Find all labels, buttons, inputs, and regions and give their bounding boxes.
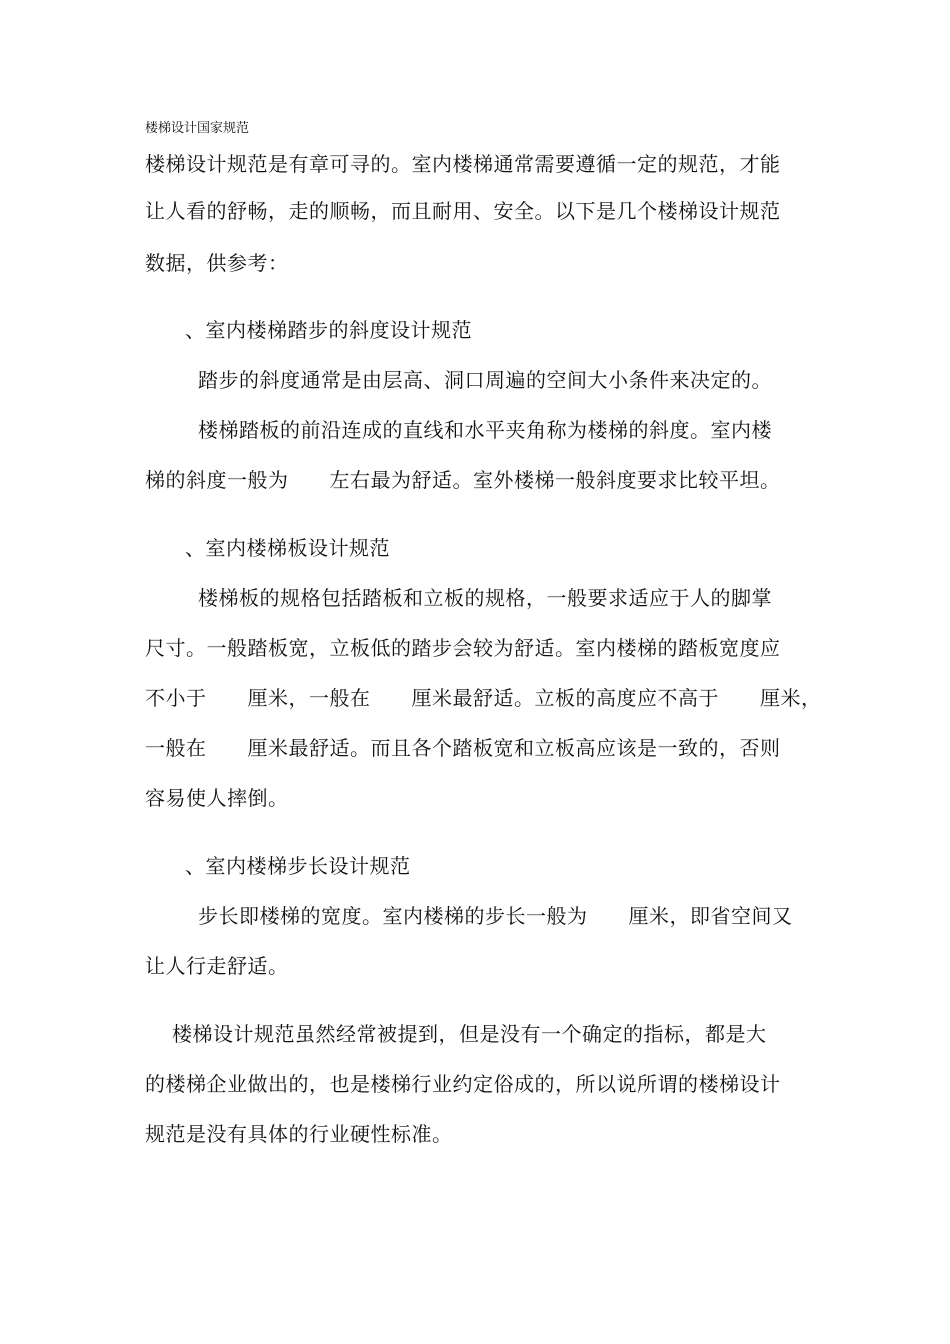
paragraph-line: 不小于 厘米，一般在 厘米最舒适。立板的高度应不高于 厘米，: [145, 686, 822, 710]
paragraph-line: 数据，供参考：: [145, 251, 289, 275]
paragraph-line: 规范是没有具体的行业硬性标准。: [145, 1122, 453, 1146]
paragraph-line: 楼梯设计规范虽然经常被提到，但是没有一个确定的指标，都是大: [172, 1022, 767, 1046]
section-heading: 、室内楼梯板设计规范: [185, 536, 390, 560]
paragraph-line: 尺寸。一般踏板宽，立板低的踏步会较为舒适。室内楼梯的踏板宽度应: [145, 636, 781, 660]
section-heading: 、室内楼梯踏步的斜度设计规范: [185, 318, 472, 342]
paragraph-line: 让人行走舒适。: [145, 954, 289, 978]
paragraph-line: 踏步的斜度通常是由层高、洞口周遍的空间大小条件来决定的。: [198, 368, 772, 392]
paragraph-line: 楼梯踏板的前沿连成的直线和水平夹角称为楼梯的斜度。室内楼: [198, 418, 772, 442]
paragraph-line: 的楼梯企业做出的，也是楼梯行业约定俗成的，所以说所谓的楼梯设计: [145, 1072, 781, 1096]
paragraph-line: 一般在 厘米最舒适。而且各个踏板宽和立板高应该是一致的，否则: [145, 736, 781, 760]
paragraph-line: 步长即楼梯的宽度。室内楼梯的步长一般为 厘米，即省空间又: [198, 904, 793, 928]
paragraph-line: 楼梯设计规范是有章可寻的。室内楼梯通常需要遵循一定的规范，才能: [145, 152, 781, 176]
paragraph-line: 楼梯板的规格包括踏板和立板的规格，一般要求适应于人的脚掌: [198, 586, 772, 610]
paragraph-line: 容易使人摔倒。: [145, 786, 289, 810]
section-heading: 、室内楼梯步长设计规范: [185, 854, 411, 878]
paragraph-line: 梯的斜度一般为 左右最为舒适。室外楼梯一般斜度要求比较平坦。: [145, 468, 781, 492]
document-title: 楼梯设计国家规范: [145, 121, 250, 136]
paragraph-line: 让人看的舒畅，走的顺畅，而且耐用、安全。以下是几个楼梯设计规范: [145, 199, 781, 223]
